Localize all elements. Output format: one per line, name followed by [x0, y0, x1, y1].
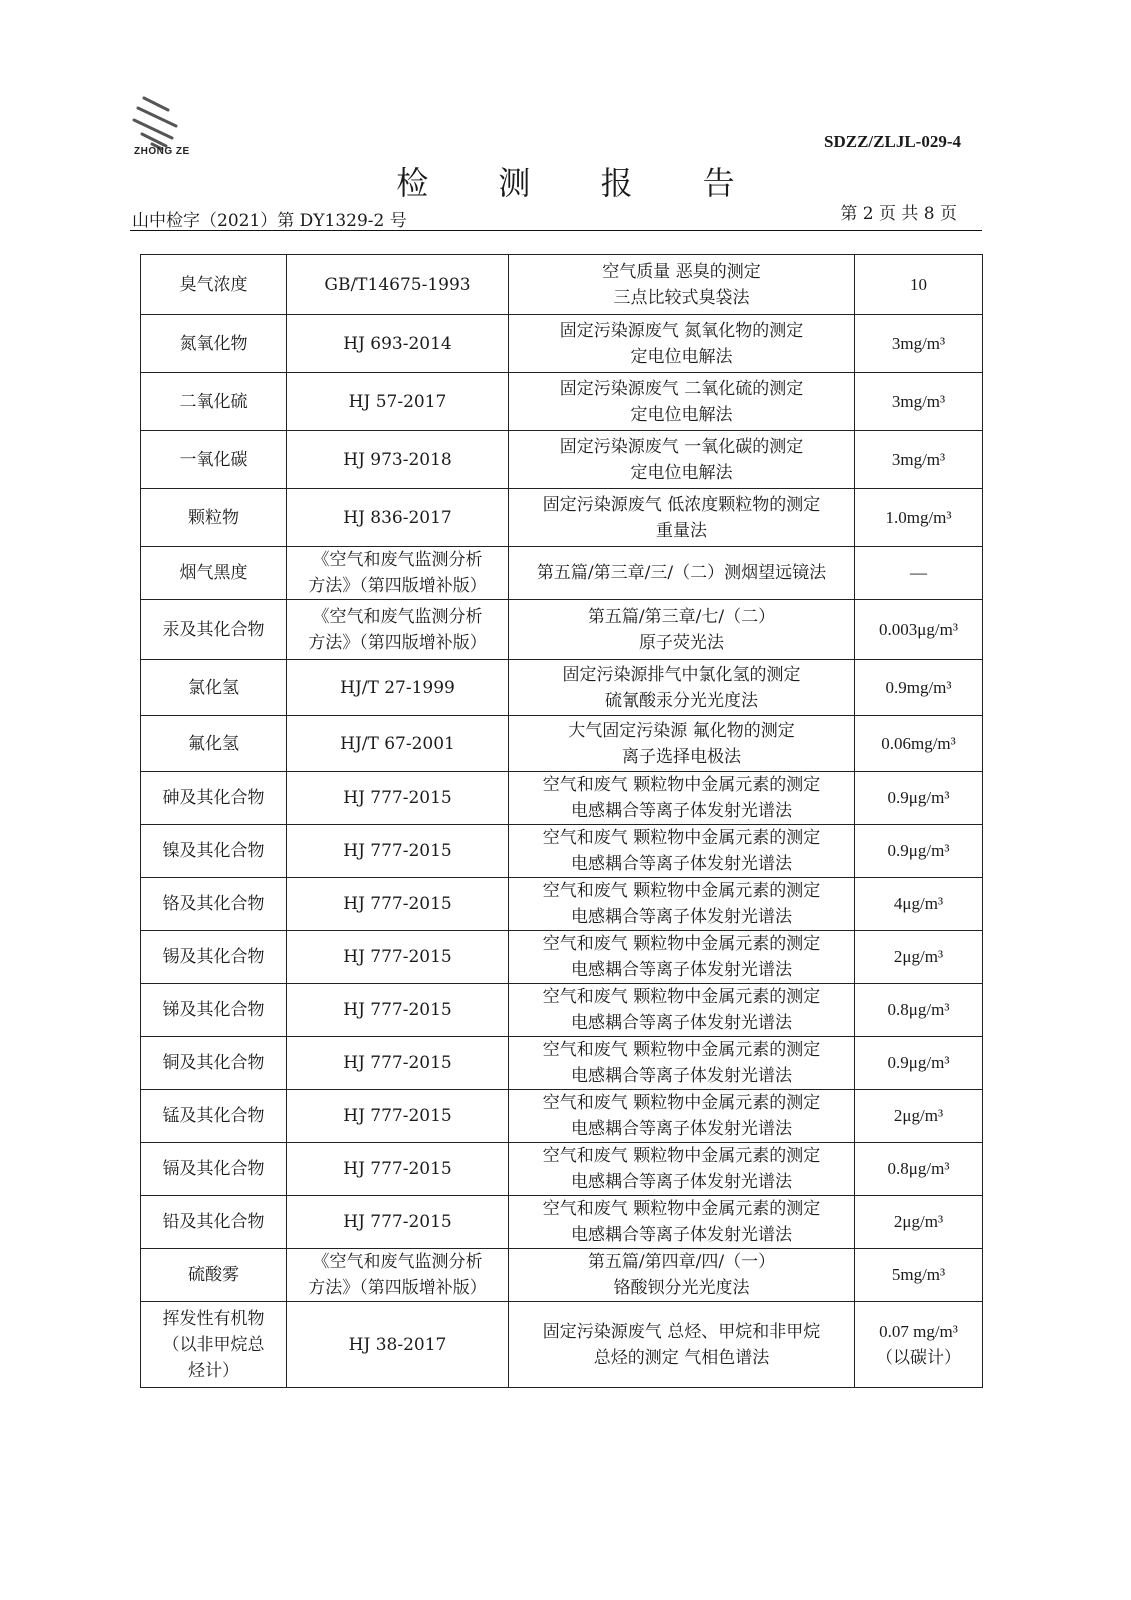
- standard-cell: HJ 693-2014: [287, 315, 509, 373]
- table-row: [141, 1090, 983, 1143]
- table-row: [141, 716, 983, 772]
- method-cell: 固定污染源废气 低浓度颗粒物的测定 重量法: [509, 489, 855, 547]
- method-cell: 固定污染源废气 总烃、甲烷和非甲烷 总烃的测定 气相色谱法: [509, 1302, 855, 1388]
- table-row: [141, 489, 983, 547]
- standard-cell: 《空气和废气监测分析 方法》（第四版增补版）: [287, 547, 509, 600]
- method-cell: 大气固定污染源 氟化物的测定 离子选择电极法: [509, 716, 855, 772]
- standard-cell: HJ 777-2015: [287, 772, 509, 825]
- method-cell: 固定污染源废气 二氧化硫的测定 定电位电解法: [509, 373, 855, 431]
- table-row: [141, 1302, 983, 1388]
- standard-cell: HJ 777-2015: [287, 1143, 509, 1196]
- report-title: 检 测 报 告: [396, 164, 765, 202]
- method-cell: 空气和废气 颗粒物中金属元素的测定 电感耦合等离子体发射光谱法: [509, 878, 855, 931]
- limit-cell: 0.003μg/m³: [855, 600, 983, 660]
- standard-cell: HJ 777-2015: [287, 1037, 509, 1090]
- table-row: [141, 878, 983, 931]
- standard-cell: 《空气和废气监测分析 方法》（第四版增补版）: [287, 600, 509, 660]
- header-divider: [130, 230, 982, 231]
- method-cell: 空气和废气 颗粒物中金属元素的测定 电感耦合等离子体发射光谱法: [509, 984, 855, 1037]
- standard-cell: 《空气和废气监测分析 方法》（第四版增补版）: [287, 1249, 509, 1302]
- table-row: [141, 984, 983, 1037]
- item-cell: 臭气浓度: [141, 255, 287, 315]
- limit-cell: 2μg/m³: [855, 1196, 983, 1249]
- standard-cell: HJ 777-2015: [287, 931, 509, 984]
- table-row: [141, 255, 983, 315]
- limit-cell: 3mg/m³: [855, 315, 983, 373]
- item-cell: 烟气黑度: [141, 547, 287, 600]
- item-cell: 颗粒物: [141, 489, 287, 547]
- standard-cell: GB/T14675-1993: [287, 255, 509, 315]
- table-row: [141, 373, 983, 431]
- item-cell: 镉及其化合物: [141, 1143, 287, 1196]
- standard-cell: HJ 777-2015: [287, 825, 509, 878]
- method-cell: 第五篇/第三章/三/（二）测烟望远镜法: [509, 547, 855, 600]
- item-cell: 铜及其化合物: [141, 1037, 287, 1090]
- limit-cell: 4μg/m³: [855, 878, 983, 931]
- table-row: [141, 1143, 983, 1196]
- item-cell: 氮氧化物: [141, 315, 287, 373]
- item-cell: 铬及其化合物: [141, 878, 287, 931]
- page-info: 第 2 页 共 8 页: [840, 204, 957, 224]
- limit-cell: 0.07 mg/m³ （以碳计）: [855, 1302, 983, 1388]
- document-code: SDZZ/ZLJL-029-4: [824, 132, 961, 151]
- item-cell: 硫酸雾: [141, 1249, 287, 1302]
- method-cell: 空气和废气 颗粒物中金属元素的测定 电感耦合等离子体发射光谱法: [509, 1090, 855, 1143]
- table-row: [141, 931, 983, 984]
- standard-cell: HJ 777-2015: [287, 878, 509, 931]
- item-cell: 镍及其化合物: [141, 825, 287, 878]
- item-cell: 氯化氢: [141, 660, 287, 716]
- limit-cell: —: [855, 547, 983, 600]
- detection-method-table: [140, 254, 983, 1388]
- standard-cell: HJ 777-2015: [287, 1196, 509, 1249]
- limit-cell: 3mg/m³: [855, 431, 983, 489]
- standard-cell: HJ 777-2015: [287, 1090, 509, 1143]
- standard-cell: HJ 973-2018: [287, 431, 509, 489]
- item-cell: 一氧化碳: [141, 431, 287, 489]
- method-cell: 空气和废气 颗粒物中金属元素的测定 电感耦合等离子体发射光谱法: [509, 1196, 855, 1249]
- limit-cell: 0.9μg/m³: [855, 825, 983, 878]
- method-cell: 固定污染源废气 一氧化碳的测定 定电位电解法: [509, 431, 855, 489]
- table-row: [141, 1249, 983, 1302]
- method-cell: 空气和废气 颗粒物中金属元素的测定 电感耦合等离子体发射光谱法: [509, 825, 855, 878]
- limit-cell: 2μg/m³: [855, 1090, 983, 1143]
- standard-cell: HJ/T 27-1999: [287, 660, 509, 716]
- item-cell: 铅及其化合物: [141, 1196, 287, 1249]
- item-cell: 砷及其化合物: [141, 772, 287, 825]
- table-row: [141, 431, 983, 489]
- table-row: [141, 772, 983, 825]
- method-cell: 空气质量 恶臭的测定 三点比较式臭袋法: [509, 255, 855, 315]
- report-number: 山中检字（2021）第 DY1329-2 号: [132, 211, 407, 231]
- table-row: [141, 547, 983, 600]
- method-cell: 固定污染源排气中氯化氢的测定 硫氰酸汞分光光度法: [509, 660, 855, 716]
- method-cell: 空气和废气 颗粒物中金属元素的测定 电感耦合等离子体发射光谱法: [509, 931, 855, 984]
- method-cell: 固定污染源废气 氮氧化物的测定 定电位电解法: [509, 315, 855, 373]
- limit-cell: 0.9μg/m³: [855, 1037, 983, 1090]
- table-row: [141, 315, 983, 373]
- limit-cell: 2μg/m³: [855, 931, 983, 984]
- item-cell: 汞及其化合物: [141, 600, 287, 660]
- limit-cell: 0.06mg/m³: [855, 716, 983, 772]
- logo-text: ZHONG ZE: [134, 146, 190, 157]
- limit-cell: 1.0mg/m³: [855, 489, 983, 547]
- standard-cell: HJ/T 67-2001: [287, 716, 509, 772]
- limit-cell: 3mg/m³: [855, 373, 983, 431]
- table-row: [141, 825, 983, 878]
- limit-cell: 5mg/m³: [855, 1249, 983, 1302]
- item-cell: 锰及其化合物: [141, 1090, 287, 1143]
- limit-cell: 0.8μg/m³: [855, 984, 983, 1037]
- method-cell: 第五篇/第四章/四/（一） 铬酸钡分光光度法: [509, 1249, 855, 1302]
- table-row: [141, 1196, 983, 1249]
- standard-cell: HJ 38-2017: [287, 1302, 509, 1388]
- item-cell: 氟化氢: [141, 716, 287, 772]
- method-cell: 空气和废气 颗粒物中金属元素的测定 电感耦合等离子体发射光谱法: [509, 1143, 855, 1196]
- limit-cell: 10: [855, 255, 983, 315]
- limit-cell: 0.9mg/m³: [855, 660, 983, 716]
- method-cell: 空气和废气 颗粒物中金属元素的测定 电感耦合等离子体发射光谱法: [509, 772, 855, 825]
- item-cell: 锡及其化合物: [141, 931, 287, 984]
- item-cell: 二氧化硫: [141, 373, 287, 431]
- item-cell: 挥发性有机物 （以非甲烷总 烃计）: [141, 1302, 287, 1388]
- table-row: [141, 600, 983, 660]
- item-cell: 锑及其化合物: [141, 984, 287, 1037]
- limit-cell: 0.8μg/m³: [855, 1143, 983, 1196]
- limit-cell: 0.9μg/m³: [855, 772, 983, 825]
- table-row: [141, 660, 983, 716]
- standard-cell: HJ 836-2017: [287, 489, 509, 547]
- standard-cell: HJ 57-2017: [287, 373, 509, 431]
- table-row: [141, 1037, 983, 1090]
- standard-cell: HJ 777-2015: [287, 984, 509, 1037]
- method-cell: 空气和废气 颗粒物中金属元素的测定 电感耦合等离子体发射光谱法: [509, 1037, 855, 1090]
- method-cell: 第五篇/第三章/七/（二） 原子荧光法: [509, 600, 855, 660]
